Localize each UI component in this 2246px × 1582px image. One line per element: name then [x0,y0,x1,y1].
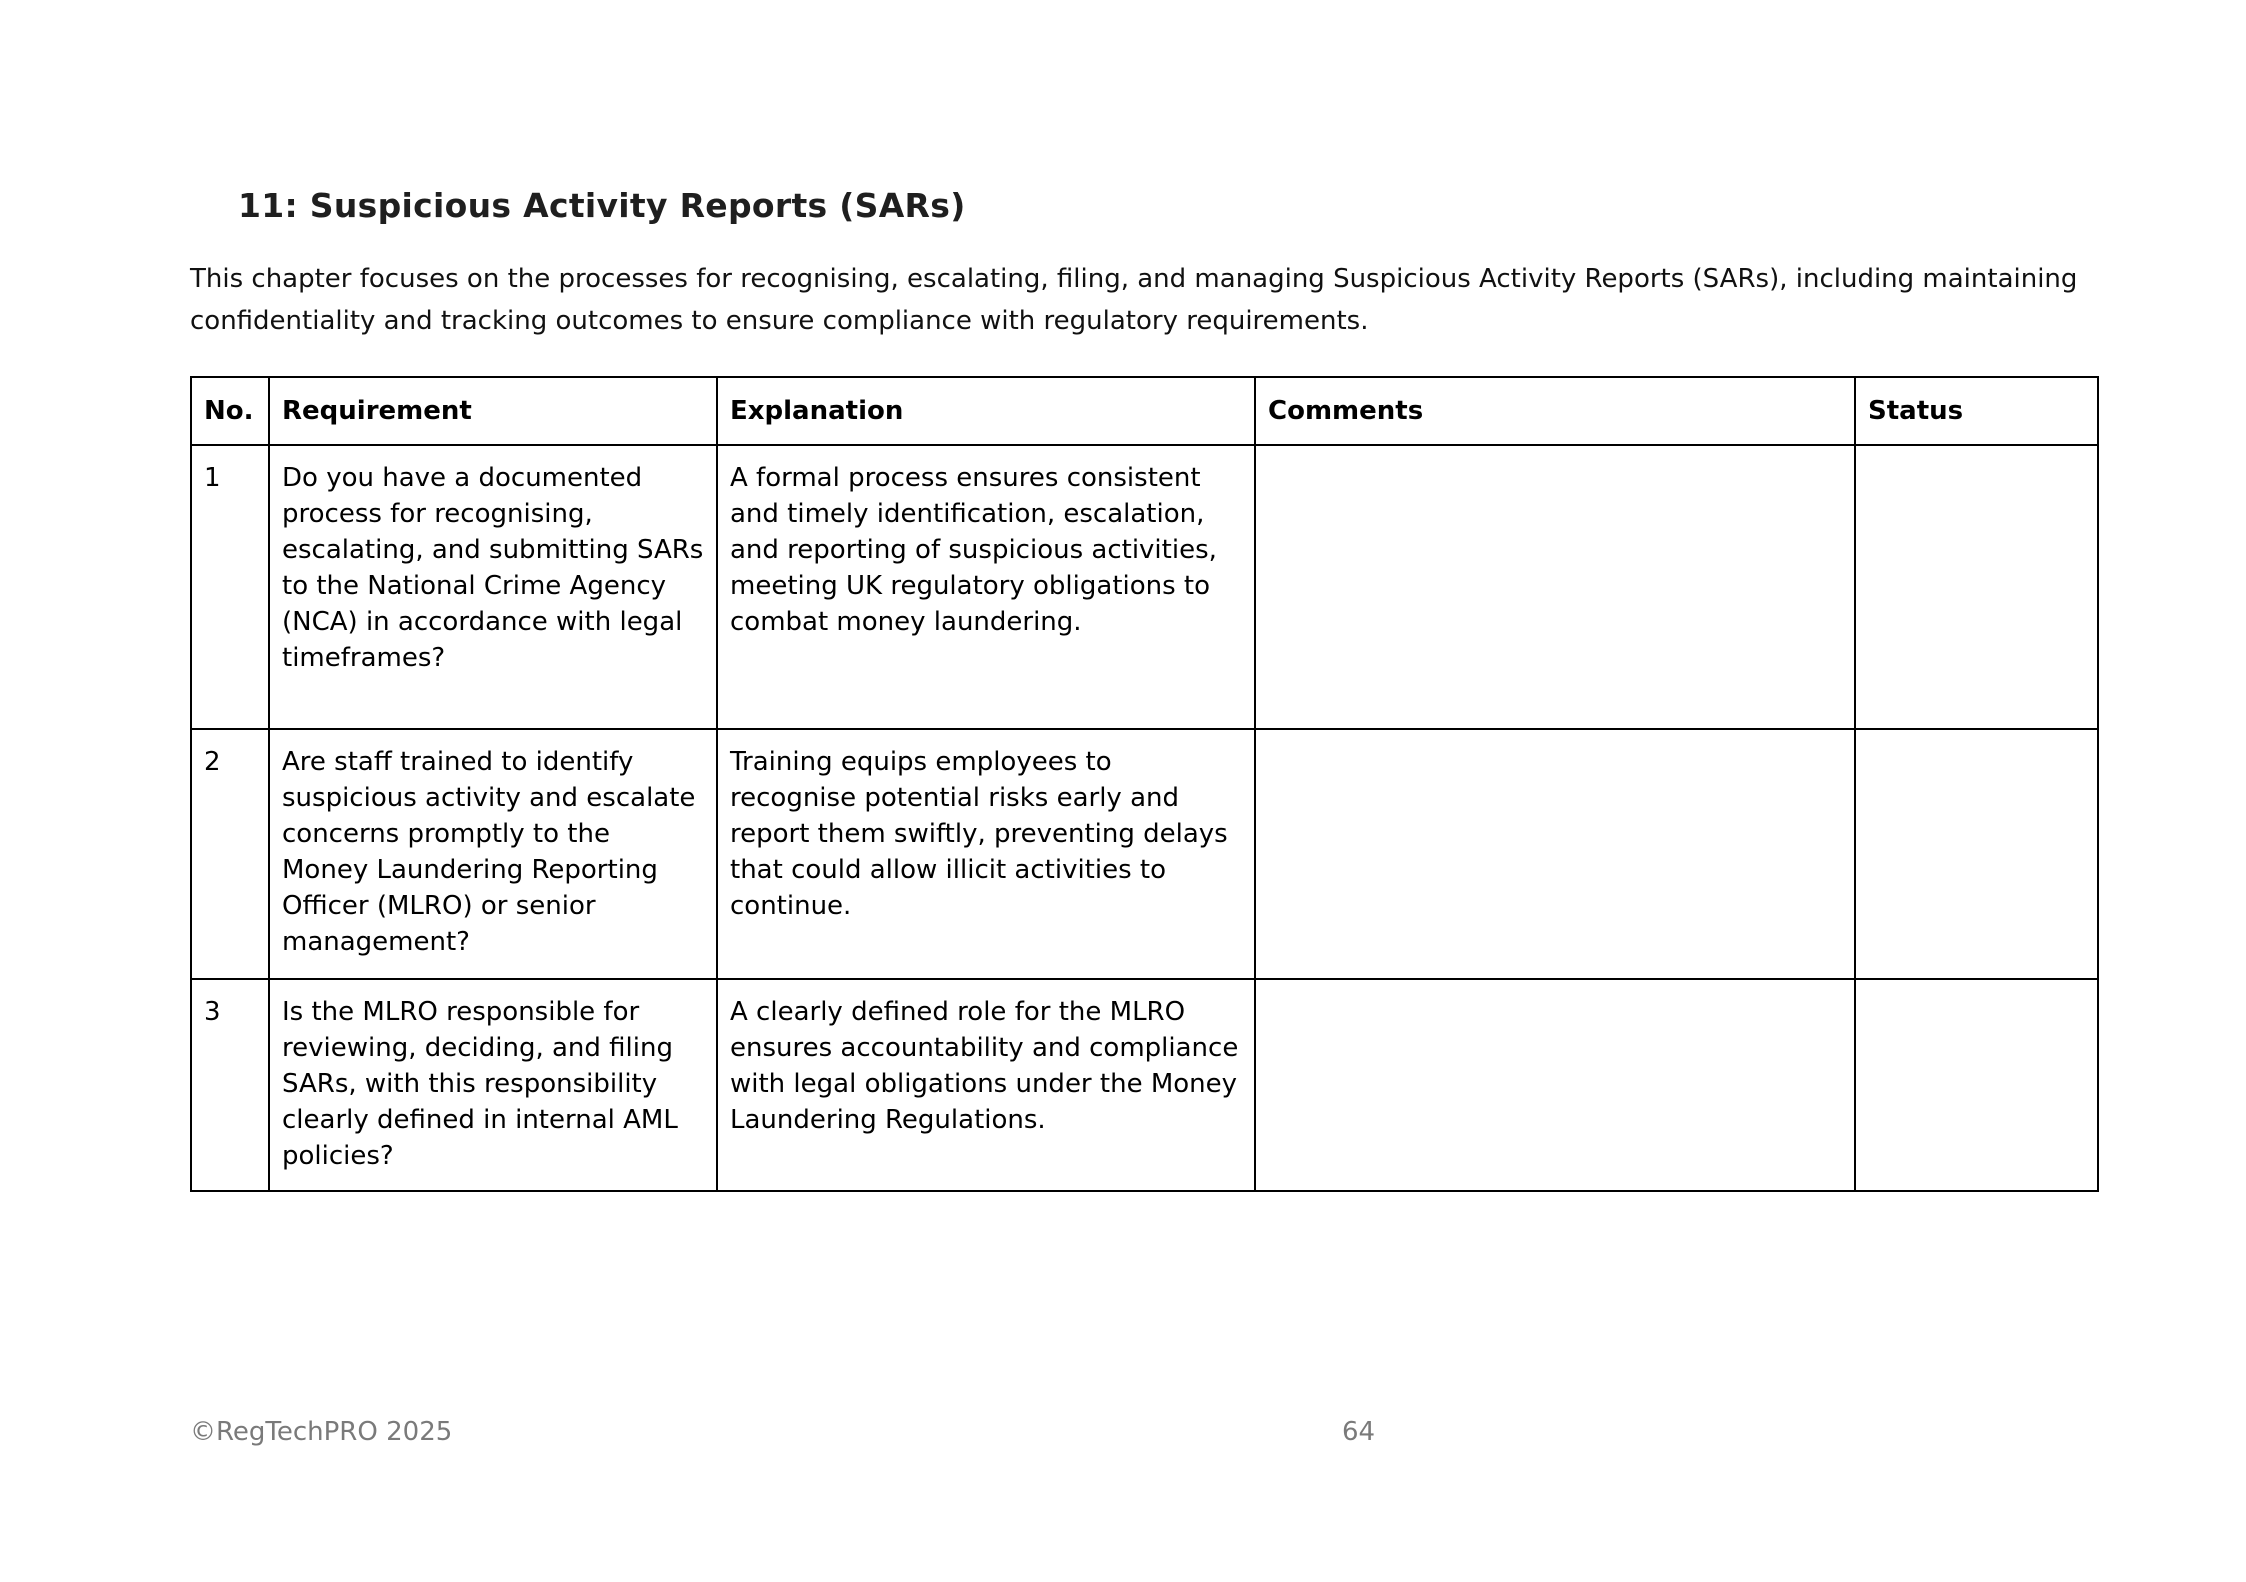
cell-explanation: A formal process ensures consistent and timely identification, escalation, and reporting of suspicious activities, meeting UK regulatory obligations to combat money laundering. [717,445,1255,729]
header-explanation: Explanation [717,377,1255,445]
cell-requirement: Do you have a documented process for recognising, escalating, and submitting SARs to the National Crime Agency (NCA) in accordance with legal timeframes? [269,445,717,729]
page-number: 64 [1342,1417,1376,1447]
cell-no: 3 [191,979,269,1191]
cell-comments[interactable] [1255,979,1855,1191]
footer-copyright: ©RegTechPRO 2025 [190,1417,453,1447]
cell-status[interactable] [1855,979,2098,1191]
header-status: Status [1855,377,2098,445]
cell-no: 2 [191,729,269,979]
cell-requirement: Are staff trained to identify suspicious activity and escalate concerns promptly to the Money Laundering Reporting Officer (MLRO) or senior management? [269,729,717,979]
table-row [191,979,2098,1191]
table-header-row [191,377,2098,445]
chapter-intro: This chapter focuses on the processes for recognising, escalating, filing, and managing Suspicious Activity Reports (SARs), including maintaining confidentiality and tracking outcomes to ensure compliance with regulatory requirements. [190,264,2078,336]
chapter-title: 11: Suspicious Activity Reports (SARs) [238,186,966,225]
header-comments: Comments [1255,377,1855,445]
cell-status[interactable] [1855,445,2098,729]
cell-status[interactable] [1855,729,2098,979]
table-row [191,729,2098,979]
cell-requirement: Is the MLRO responsible for reviewing, deciding, and filing SARs, with this responsibility clearly defined in internal AML policies? [269,979,717,1191]
cell-comments[interactable] [1255,445,1855,729]
cell-no: 1 [191,445,269,729]
header-no: No. [191,377,269,445]
cell-explanation: Training equips employees to recognise potential risks early and report them swiftly, preventing delays that could allow illicit activities to continue. [717,729,1255,979]
cell-explanation: A clearly defined role for the MLRO ensures accountability and compliance with legal obligations under the Money Laundering Regulations. [717,979,1255,1191]
cell-comments[interactable] [1255,729,1855,979]
table-row [191,445,2098,729]
requirements-table [190,376,2099,1192]
header-requirement: Requirement [269,377,717,445]
